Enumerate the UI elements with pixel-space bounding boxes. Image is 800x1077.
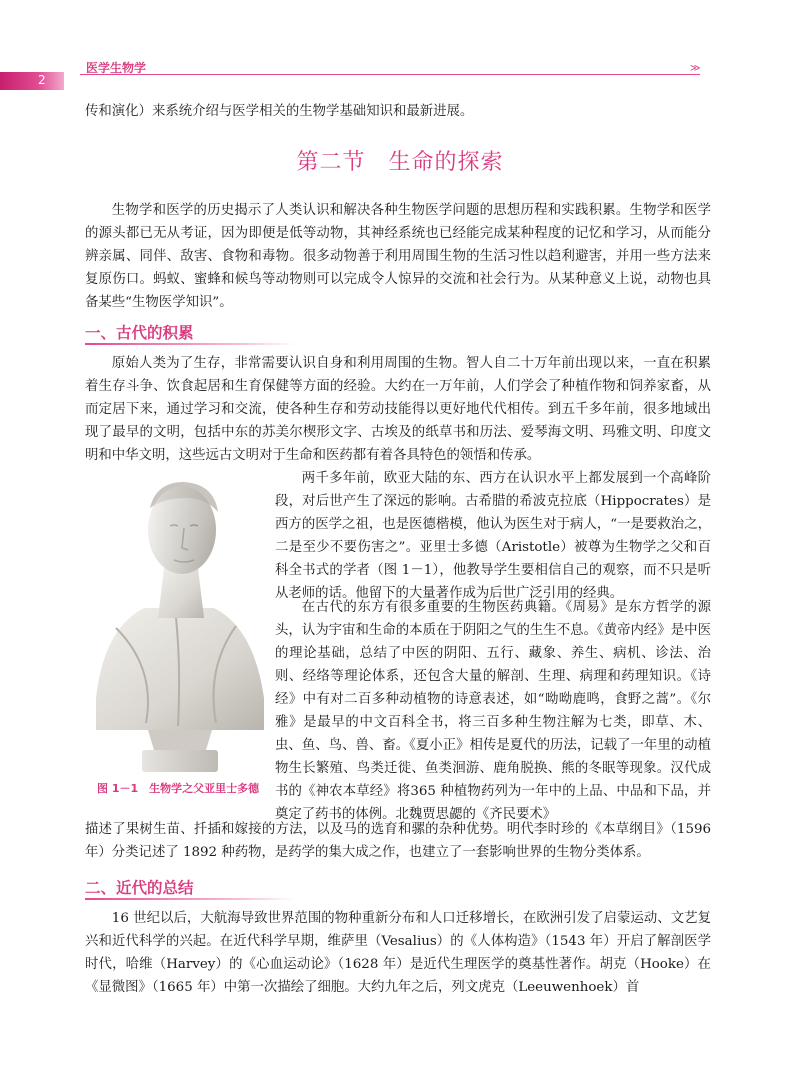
heading-underline — [85, 898, 295, 900]
ancient-paragraph-1: 原始人类为了生存，非常需要认识自身和利用周围的生物。智人自二十万年前出现以来，一直在积累着生存斗争、饮食起居和生育保健等方面的经验。大约在一万年前，人们学会了种植作物和饲养家畜，从而定居下来，通过学习和交流，使各种生存和劳动技能得以更好地代代相传。到五千多年前，很多地域出现了最早的文明，包括中东的苏美尔楔形文字、古埃及的纸草书和历法、爱琴海文明、玛雅文明、印度文明和中华文明，这些远古文明对于生命和医药都有着各具特色的领悟和传承。 — [85, 356, 711, 463]
heading-modern: 二、近代的总结 — [85, 879, 194, 897]
figure-caption: 图 1－1 生物学之父亚里士多德 — [97, 782, 260, 795]
aristotle-bust-figure — [86, 468, 271, 778]
ancient-paragraph-3: 在古代的东方有很多重要的生物医药典籍。《周易》是东方哲学的源头，认为宇宙和生命的本质在于阴阳之气的生生不息。《黄帝内经》是中医的理论基础，总结了中医的阴阳、五行、藏象、养生、病机、诊法、治则、经络等理论体系，还包含大量的解剖、生理、病理和药理知识。《诗经》中有对二百多种动植物的诗意表述，如“呦呦鹿鸣，食野之蒿”。《尔雅》是最早的中文百科全书，将三百多种生物注解为七类，即草、木、虫、鱼、鸟、兽、畜。《夏小正》相传是夏代的历法，记载了一年里的动植物生长繁殖、鸟类迁徙、鱼类洄游、鹿角脱换、熊的冬眠等现象。汉代成书的《神农本草经》将365 种植物药列为一年中的上品、中品和下品，并奠定了药书的体例。北魏贾思勰的《齐民要术》 — [275, 600, 711, 822]
heading-underline — [85, 343, 295, 345]
running-header-title: 医学生物学 — [86, 61, 147, 75]
ancient-paragraph-3-continued: 描述了果树生苗、扦插和嫁接的方法，以及马的选育和骡的杂种优势。明代李时珍的《本草纲目》（1596 年）分类记述了 1892 种药物，是药学的集大成之作，也建立了一套影响世界的生物分类体系。 — [85, 822, 711, 860]
modern-paragraph-1: 16 世纪以后，大航海导致世界范围的物种重新分布和人口迁移增长，在欧洲引发了启蒙运动、文艺复兴和近代科学的兴起。在近代科学早期，维萨里（Vesalius）的《人体构造》（1543 年）开启了解剖医学时代，哈维（Harvey）的《心血运动论》（1628 年）是近代生理医学的奠基性著作。胡克（Hooke）在《显微图》（1665 年）中第一次描绘了细胞。大约九年之后，列文虎克（Leeuwenhoek）首 — [85, 911, 711, 995]
page-number-tab — [0, 72, 64, 90]
intro-line: 传和演化）来系统介绍与医学相关的生物学基础知识和最新进展。 — [85, 104, 474, 119]
header-rule — [80, 74, 700, 75]
section-intro-paragraph: 生物学和医学的历史揭示了人类认识和解决各种生物医学问题的思想历程和实践积累。生物学和医学的源头都已无从考证，因为即便是低等动物，其神经系统也已经能完成某种程度的记忆和学习，从而能分辨亲属、同伴、敌害、食物和毒物。很多动物善于利用周围生物的生活习性以趋利避害，并用一些方法来复原伤口。蚂蚁、蜜蜂和候鸟等动物则可以完成令人惊异的交流和社会行为。从某种意义上说，动物也具备某些“生物医学知识”。 — [85, 203, 711, 310]
page-number: 2 — [38, 73, 46, 87]
heading-ancient: 一、古代的积累 — [85, 324, 194, 342]
double-chevron-right-icon: ≫ — [690, 63, 700, 74]
section-title: 第二节 生命的探索 — [296, 150, 504, 175]
ancient-paragraph-2: 两千多年前，欧亚大陆的东、西方在认识水平上都发展到一个高峰阶段，对后世产生了深远的影响。古希腊的希波克拉底（Hippocrates）是西方的医学之祖，也是医德楷模，他认为医生对于病人，“一是要救治之，二是至少不要伤害之”。亚里士多德（Aristotle）被尊为生物学之父和百科全书式的学者（图 1－1），他教导学生要相信自己的观察，而不只是听从老师的话。他留下的大量著作成为后世广泛引用的经典。 — [275, 471, 711, 601]
